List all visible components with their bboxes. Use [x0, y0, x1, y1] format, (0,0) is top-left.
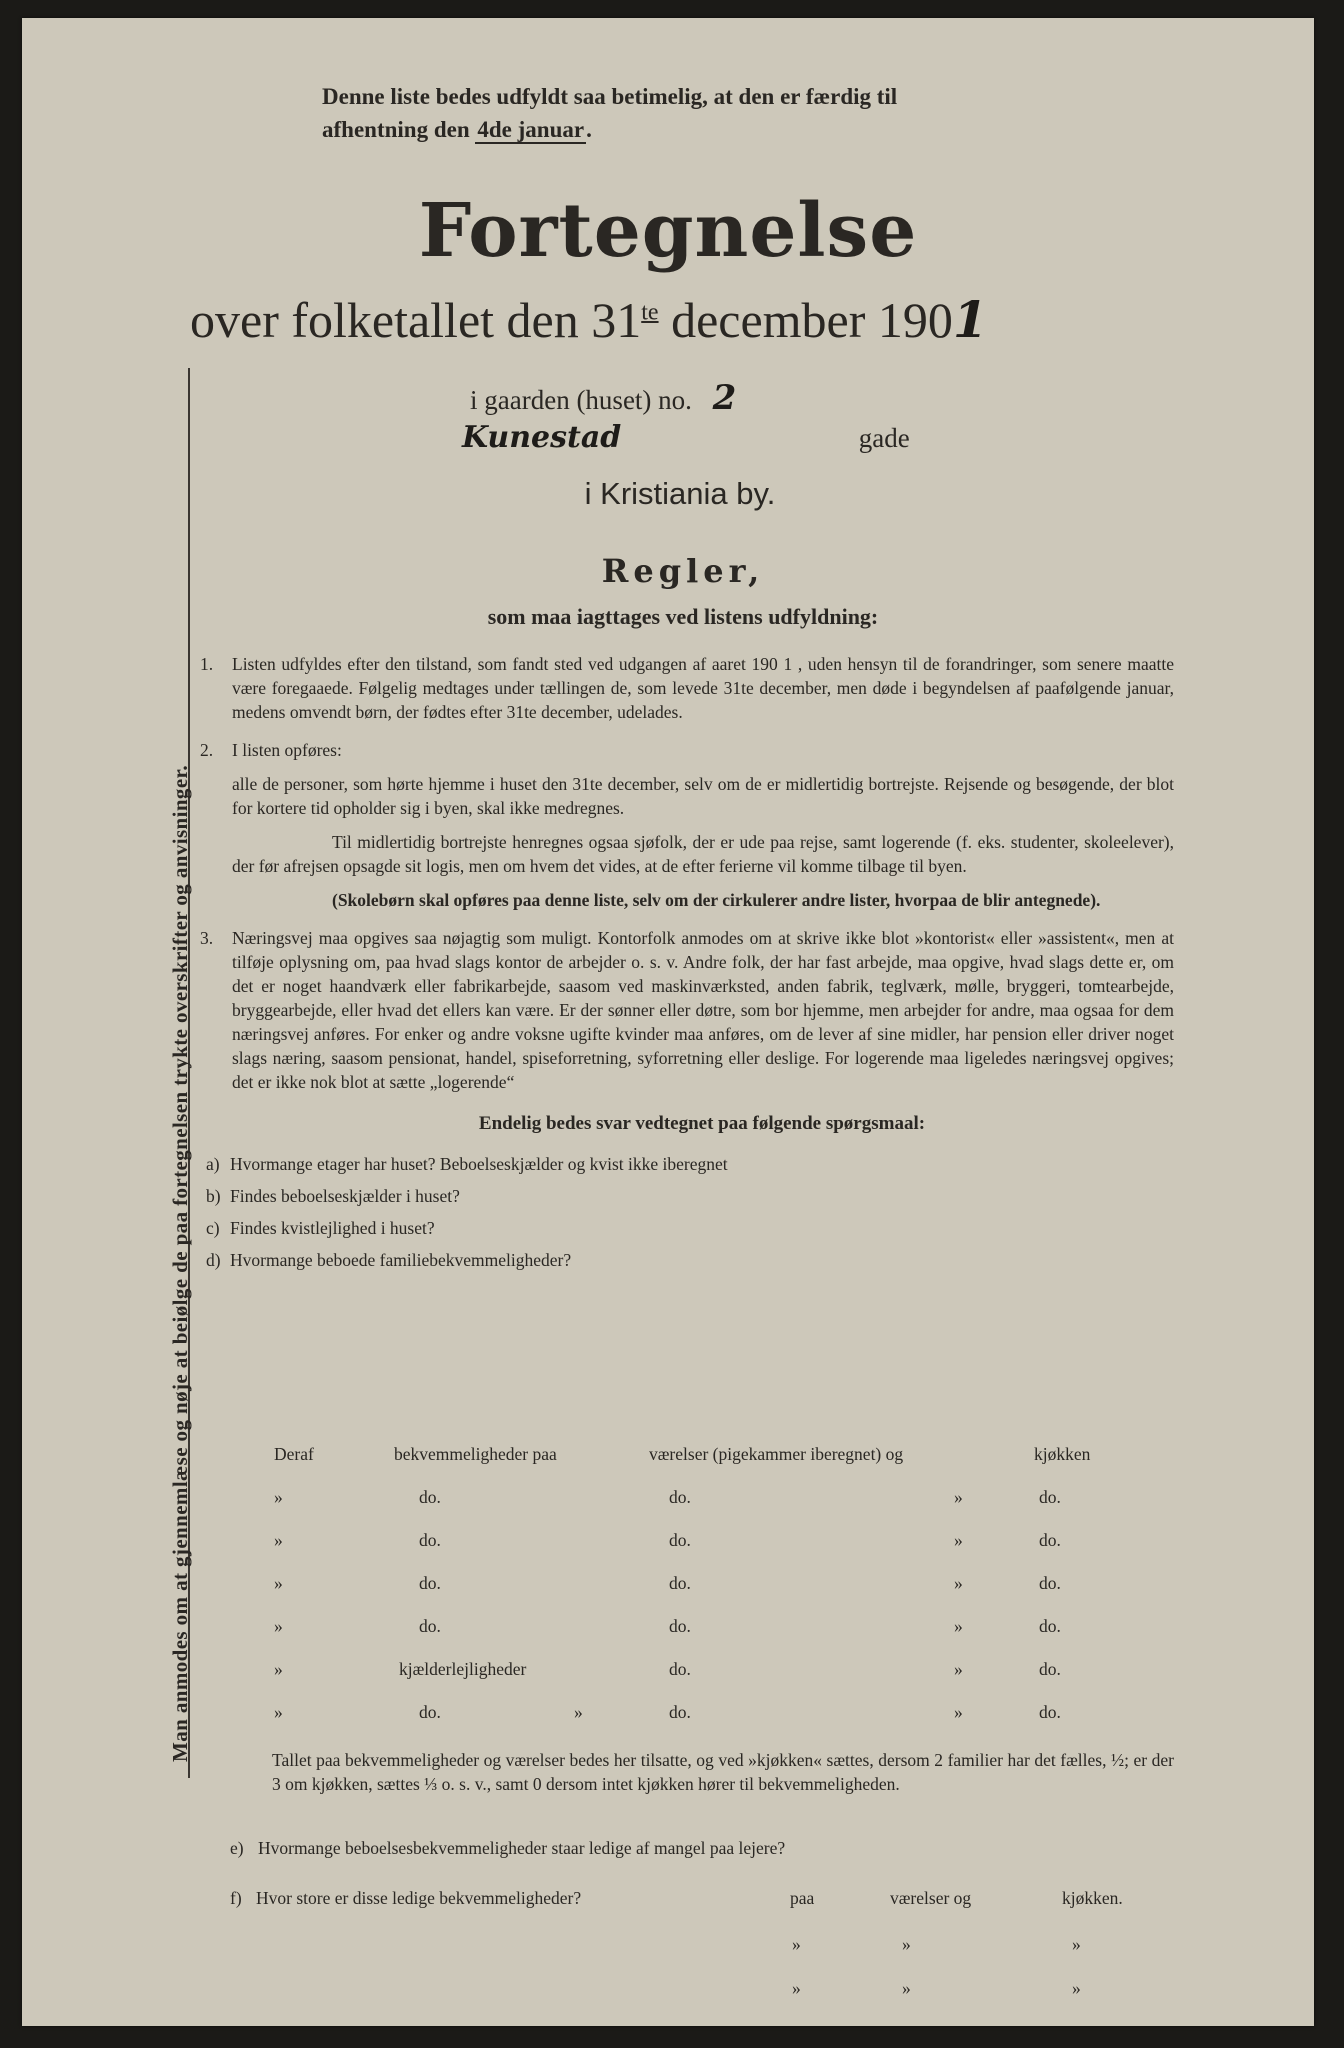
- question-number: c): [206, 1218, 220, 1238]
- rule-3: [200, 926, 1174, 1094]
- handwritten-house-number: 2: [712, 378, 737, 418]
- question-number: a): [206, 1154, 220, 1174]
- notice-line-2: afhentning den: [322, 117, 470, 142]
- table-cell: do.: [419, 1702, 441, 1722]
- table-cell: »: [274, 1530, 283, 1550]
- question-text: Hvormange etager har huset? Beboelseskjælder og kvist ikke iberegnet: [230, 1154, 728, 1174]
- question-text: Findes beboelseskjælder i huset?: [230, 1186, 460, 1206]
- question-text: Hvormange beboede familiebekvemmeligheder?: [230, 1250, 572, 1270]
- table-cell: do.: [1039, 1487, 1061, 1507]
- rules-heading: Regler,: [601, 552, 765, 590]
- table-cell: »: [274, 1573, 283, 1593]
- rule-paragraph: Til midlertidig bortrejste henregnes ogsaa sjøfolk, der er ude paa rejse, samt logerende (f. eks. studenter, skoleelever), der før afrejsen opsagde sit logis, men om hvem det vides, at de efter ferierne vil komme tilbage til byen.: [232, 832, 1174, 876]
- table-cell: kjælderlejligheder: [399, 1659, 527, 1679]
- table-cell: »: [274, 1659, 283, 1679]
- question-number: e): [230, 1838, 244, 1858]
- notice-deadline: 4de januar: [477, 117, 585, 142]
- final-questions-heading: Endelig bedes svar vedtegnet paa følgende spørgsmaal:: [478, 1113, 926, 1134]
- dwellings-table: [254, 1444, 1154, 1745]
- table-cell: do.: [419, 1573, 441, 1593]
- table-cell: »: [274, 1487, 283, 1507]
- question-text: Findes kvistlejlighed i huset?: [230, 1218, 435, 1238]
- table-cell: »: [574, 1702, 583, 1722]
- subtitle-text: over folketallet den 31: [190, 292, 642, 348]
- table-cell: do.: [419, 1530, 441, 1550]
- side-instruction-text: Man anmodes om at gjennemlæse og nøje at beiølge de paa fortegnelsen trykte overskrifter og anvisninger.: [168, 765, 192, 1762]
- table-row: [254, 1702, 1154, 1745]
- table-cell: do.: [1039, 1659, 1061, 1679]
- table-cell: »: [954, 1487, 963, 1507]
- table-header-cell: bekvemmeligheder paa: [394, 1444, 557, 1464]
- street-line: [462, 420, 910, 455]
- table-cell: »: [954, 1702, 963, 1722]
- table-header-cell: værelser (pigekammer iberegnet) og: [649, 1444, 904, 1464]
- table-cell: do.: [669, 1659, 691, 1679]
- handwritten-year-digit: 1: [952, 290, 988, 349]
- rule-1: [200, 652, 1174, 724]
- f-mark: »: [792, 1934, 801, 1954]
- notice-line-1: Denne liste bedes udfyldt saa betimelig, at den er færdig til: [322, 84, 898, 109]
- rule-paragraph: alle de personer, som hørte hjemme i huset den 31te december, selv om de er midlertidig bortrejste. Rejsende og besøgende, der blot for kortere tid opholder sig i byen, skal ikke medregnes.: [232, 774, 1174, 818]
- table-cell: do.: [669, 1487, 691, 1507]
- question-e: [230, 1838, 785, 1859]
- question-b: [200, 1184, 1174, 1208]
- form-title: Fortegnelse: [418, 188, 918, 274]
- table-cell: do.: [1039, 1573, 1061, 1593]
- house-number-line: [470, 378, 736, 418]
- f-mark: »: [792, 1978, 801, 1998]
- question-number: f): [230, 1888, 242, 1908]
- table-cell: »: [274, 1616, 283, 1636]
- question-text: Hvor store er disse ledige bekvemmeligheder?: [256, 1888, 582, 1908]
- notice-text: [322, 80, 897, 146]
- table-header-row: [254, 1444, 1154, 1487]
- rule-2: [200, 738, 1174, 912]
- table-row: [254, 1573, 1154, 1616]
- question-d: [200, 1248, 1174, 1272]
- city-line: i Kristiania by.: [584, 476, 776, 511]
- question-a: [200, 1152, 1174, 1176]
- question-f-col1: paa: [790, 1888, 815, 1908]
- f-mark: »: [1072, 1934, 1081, 1954]
- table-row: [254, 1659, 1154, 1702]
- question-text: Hvormange beboelsesbekvemmeligheder staar ledige af mangel paa lejere?: [257, 1838, 786, 1858]
- table-row: [254, 1530, 1154, 1573]
- table-cell: do.: [669, 1616, 691, 1636]
- question-c: [200, 1216, 1174, 1240]
- table-cell: »: [274, 1702, 283, 1722]
- rule-paragraph: (Skolebørn skal opføres paa denne liste, selv om der cirkulerer andre lister, hvorpaa de blir antegnede).: [332, 890, 1101, 910]
- rules-section: [200, 652, 1174, 1280]
- f-mark: »: [902, 1934, 911, 1954]
- f-mark: »: [1072, 1978, 1081, 1998]
- question-f-col3: kjøkken.: [1062, 1888, 1123, 1908]
- table-cell: do.: [1039, 1530, 1061, 1550]
- table-cell: do.: [419, 1616, 441, 1636]
- table-cell: »: [954, 1659, 963, 1679]
- subtitle-superscript: te: [641, 299, 659, 326]
- table-cell: do.: [669, 1702, 691, 1722]
- rules-subheading: som maa iagttages ved listens udfyldning:: [487, 604, 879, 629]
- table-cell: do.: [1039, 1702, 1061, 1722]
- handwritten-street-name: Kunestad: [462, 420, 622, 455]
- table-row: [254, 1616, 1154, 1659]
- table-row: [254, 1487, 1154, 1530]
- notice-period: .: [586, 117, 592, 142]
- form-subtitle: [190, 290, 988, 349]
- table-header-cell: kjøkken: [1034, 1444, 1091, 1464]
- rule-paragraph: Listen udfyldes efter den tilstand, som fandt sted ved udgangen af aaret 190 1 , uden hensyn til de forandringer, som senere maatte være foregaaede. Følgelig medtages under tællingen de, som levede 31te december, men døde i begyndelsen af paafølgende januar, medens omvendt børn, der fødtes efter 31te december, udelades.: [232, 654, 1174, 722]
- question-f-col2: værelser og: [890, 1888, 972, 1908]
- table-cell: »: [954, 1530, 963, 1550]
- table-cell: do.: [669, 1530, 691, 1550]
- rule-paragraph: Næringsvej maa opgives saa nøjagtig som muligt. Kontorfolk anmodes om at skrive ikke blot »kontorist« eller »assistent«, men at tilføje oplysning om, paa hvad slags kontor de arbejder o. s. v. Andre folk, der har fast arbejde, maa opgive, hvad slags dette er, om det er noget haandværk eller fabrikarbejde, saasom ved maskinværksted, anden fabrik, teglværk, mølle, bryggeri, tomtearbejde, bryggearbejde, eller hvad det ellers kan være. Er der sønner eller døtre, som bor hjemme, men arbejder for andre, maa ogsaa for dem næringsvej anføres. For enker og andre voksne ugifte kvinder maa anføres, om de lever af sine midler, har pension eller driver noget slags næring, saasom pensionat, handel, spiseforretning, syforretning eller deslige. For logerende maa ligeledes næringsvej opgives; det er ikke nok blot at sætte „logerende“: [232, 928, 1174, 1092]
- table-note: Tallet paa bekvemmeligheder og værelser bedes her tilsatte, og ved »kjøkken« sættes, dersom 2 familier har det fælles, ½; er der 3 om kjøkken, sættes ⅓ o. s. v., samt 0 dersom intet kjøkken hører til bekvemmeligheden.: [272, 1750, 1174, 1794]
- subtitle-month-year: december 190: [671, 292, 953, 348]
- rule-number: 1.: [200, 654, 214, 674]
- f-mark: »: [902, 1978, 911, 1998]
- table-cell: do.: [419, 1487, 441, 1507]
- question-number: b): [206, 1186, 221, 1206]
- question-f: [230, 1888, 1160, 1909]
- table-header-cell: Deraf: [274, 1444, 314, 1464]
- question-number: d): [206, 1250, 221, 1270]
- street-suffix: gade: [858, 423, 910, 453]
- rule-number: 3.: [200, 928, 214, 948]
- house-label: i gaarden (huset) no.: [470, 385, 692, 415]
- table-cell: »: [954, 1616, 963, 1636]
- census-form-page: [22, 18, 1314, 2026]
- table-cell: do.: [1039, 1616, 1061, 1636]
- rule-number: 2.: [200, 740, 214, 760]
- table-cell: do.: [669, 1573, 691, 1593]
- table-cell: »: [954, 1573, 963, 1593]
- rule-paragraph: I listen opføres:: [232, 740, 342, 760]
